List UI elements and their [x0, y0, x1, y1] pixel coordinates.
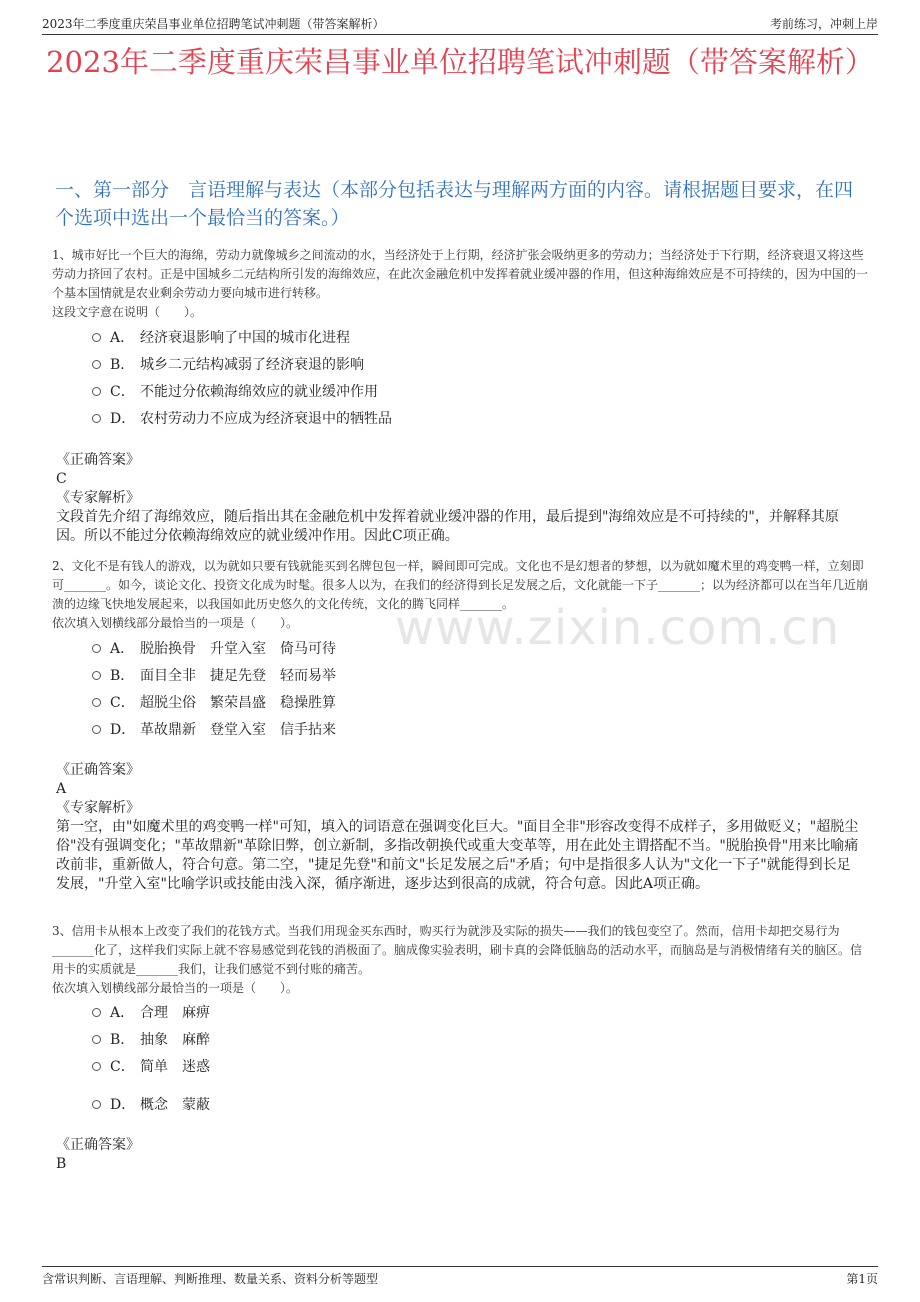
radio-icon[interactable] [92, 1100, 101, 1109]
radio-icon[interactable] [92, 360, 101, 369]
radio-icon[interactable] [92, 387, 101, 396]
question-1-option-d[interactable]: D． 农村劳动力不应成为经济衰退中的牺牲品 [92, 407, 392, 429]
radio-icon[interactable] [92, 1008, 101, 1017]
question-1-stem: 1、城市好比一个巨大的海绵，劳动力就像城乡之间流动的水，当经济处于上行期，经济扩张会吸纳更多的劳动力；当经济处于下行期，经济衰退又将这些劳动力挤回了农村。正是中国城乡二元结构所引发的海绵效应，在此次金融危机中发挥着就业缓冲器的作用，但这种海绵效应是不可持续的，因为中国的一个基本国情就是农业剩余劳动力要向城市进行转移。 这段文字意在说明（ ）。 [52, 246, 870, 322]
question-2-answer: 《正确答案》 A 《专家解析》 [56, 761, 864, 818]
question-1-option-a[interactable]: A． 经济衰退影响了中国的城市化进程 [92, 326, 350, 348]
question-2-prompt: 依次填入划横线部分最恰当的一项是（ ）。 [52, 616, 299, 630]
radio-icon[interactable] [92, 698, 101, 707]
page-number: 第1页 [846, 1272, 878, 1286]
radio-icon[interactable] [92, 671, 101, 680]
question-2-option-c[interactable]: C． 超脱尘俗 繁荣昌盛 稳操胜算 [92, 691, 336, 713]
question-3-option-d[interactable]: D． 概念 蒙蔽 [92, 1093, 210, 1115]
answer-value: A [56, 781, 67, 797]
question-1-option-b[interactable]: B． 城乡二元结构减弱了经济衰退的影响 [92, 353, 364, 375]
radio-icon[interactable] [92, 1035, 101, 1044]
radio-icon[interactable] [92, 1062, 101, 1071]
answer-value: C [56, 471, 67, 487]
radio-icon[interactable] [92, 333, 101, 342]
question-2-option-a[interactable]: A． 脱胎换骨 升堂入室 倚马可待 [92, 637, 336, 659]
radio-icon[interactable] [92, 414, 101, 423]
radio-icon[interactable] [92, 644, 101, 653]
answer-value: B [56, 1156, 67, 1172]
question-1-answer: 《正确答案》 C 《专家解析》 [56, 451, 864, 508]
question-1-analysis: 文段首先介绍了海绵效应，随后指出其在金融危机中发挥着就业缓冲器的作用，最后提到"海绵效应是不可持续的"，并解释其原因。所以不能过分依赖海绵效应的就业缓冲作用。因此C项正确。 [56, 509, 839, 544]
question-1-option-c[interactable]: C． 不能过分依赖海绵效应的就业缓冲作用 [92, 380, 378, 402]
question-1-prompt: 这段文字意在说明（ ）。 [52, 305, 203, 319]
question-2-analysis: 第一空，由"如魔术里的鸡变鸭一样"可知，填入的词语意在强调变化巨大。"面目全非"形容改变得不成样子，多用做贬义；"超脱尘俗"没有强调变化；"革故鼎新"革除旧弊，创立新制，多指改朝换代或重大变革等，用在此处主谓搭配不当。"脱胎换骨"用来比喻痛改前非，重新做人，符合句意。第二空，"捷足先登"和前文"长足发展之后"矛盾；句中是指很多人认为"文化一下子"就能得到长足发展，"升堂入室"比喻学识或技能由浅入深，循序渐进，逐步达到很高的成就，符合句意。因此A项正确。 [56, 819, 859, 892]
question-3-option-a[interactable]: A． 合理 麻痹 [92, 1001, 210, 1023]
radio-icon[interactable] [92, 725, 101, 734]
question-3-prompt: 依次填入划横线部分最恰当的一项是（ ）。 [52, 981, 299, 995]
watermark: www.zixin.com.cn [395, 600, 841, 656]
section-title: 一、第一部分 言语理解与表达（本部分包括表达与理解两方面的内容。请根据题目要求，在四个选项中选出一个最恰当的答案。） [55, 179, 854, 229]
footer-topics: 含常识判断、言语理解、判断推理、数量关系、资料分析等题型 [42, 1272, 379, 1286]
question-3-option-c[interactable]: C． 简单 迷惑 [92, 1055, 210, 1077]
question-3-option-b[interactable]: B． 抽象 麻醉 [92, 1028, 210, 1050]
page-footer [42, 1266, 878, 1288]
question-2-option-d[interactable]: D． 革故鼎新 登堂入室 信手拈来 [92, 718, 336, 740]
page-title: 2023年二季度重庆荣昌事业单位招聘笔试冲刺题（带答案解析） [46, 45, 874, 79]
question-2-option-b[interactable]: B． 面目全非 捷足先登 轻而易举 [92, 664, 336, 686]
question-3-stem: 3、信用卡从根本上改变了我们的花钱方式。当我们用现金买东西时，购买行为就涉及实际的损失——我们的钱包变空了。然而，信用卡却把交易行为_______化了，这样我们实际上就不容易感觉到花钱的消极面了。脑成像实验表明，刷卡真的会降低脑岛的活动水平，而脑岛是与消极情绪有关的脑区。信用卡的实质就是_______我们，让我们感觉不到付账的痛苦。 依次填入划横线部分最恰当的一项是（ ）。 [52, 922, 870, 998]
question-3-answer: 《正确答案》 B [56, 1136, 864, 1174]
page-header [42, 12, 878, 35]
header-doc-title: 2023年二季度重庆荣昌事业单位招聘笔试冲刺题（带答案解析） [42, 17, 385, 31]
question-2-stem: 2、文化不是有钱人的游戏，以为就如只要有钱就能买到名牌包包一样，瞬间即可完成。文化也不是幻想者的梦想，以为就如魔术里的鸡变鸭一样，立刻即可_______。如今，谈论文化、投资文化成为时髦。很多人以为，在我们的经济得到长足发展之后，文化就能一下子_______；以为经济都可以在当年几近崩溃的边缘飞快地发展起来，以我国如此历史悠久的文化传统，文化的腾飞同样_______。 依次填入划横线部分最恰当的一项是（ ）。 [52, 557, 870, 633]
header-slogan: 考前练习，冲刺上岸 [769, 17, 878, 31]
